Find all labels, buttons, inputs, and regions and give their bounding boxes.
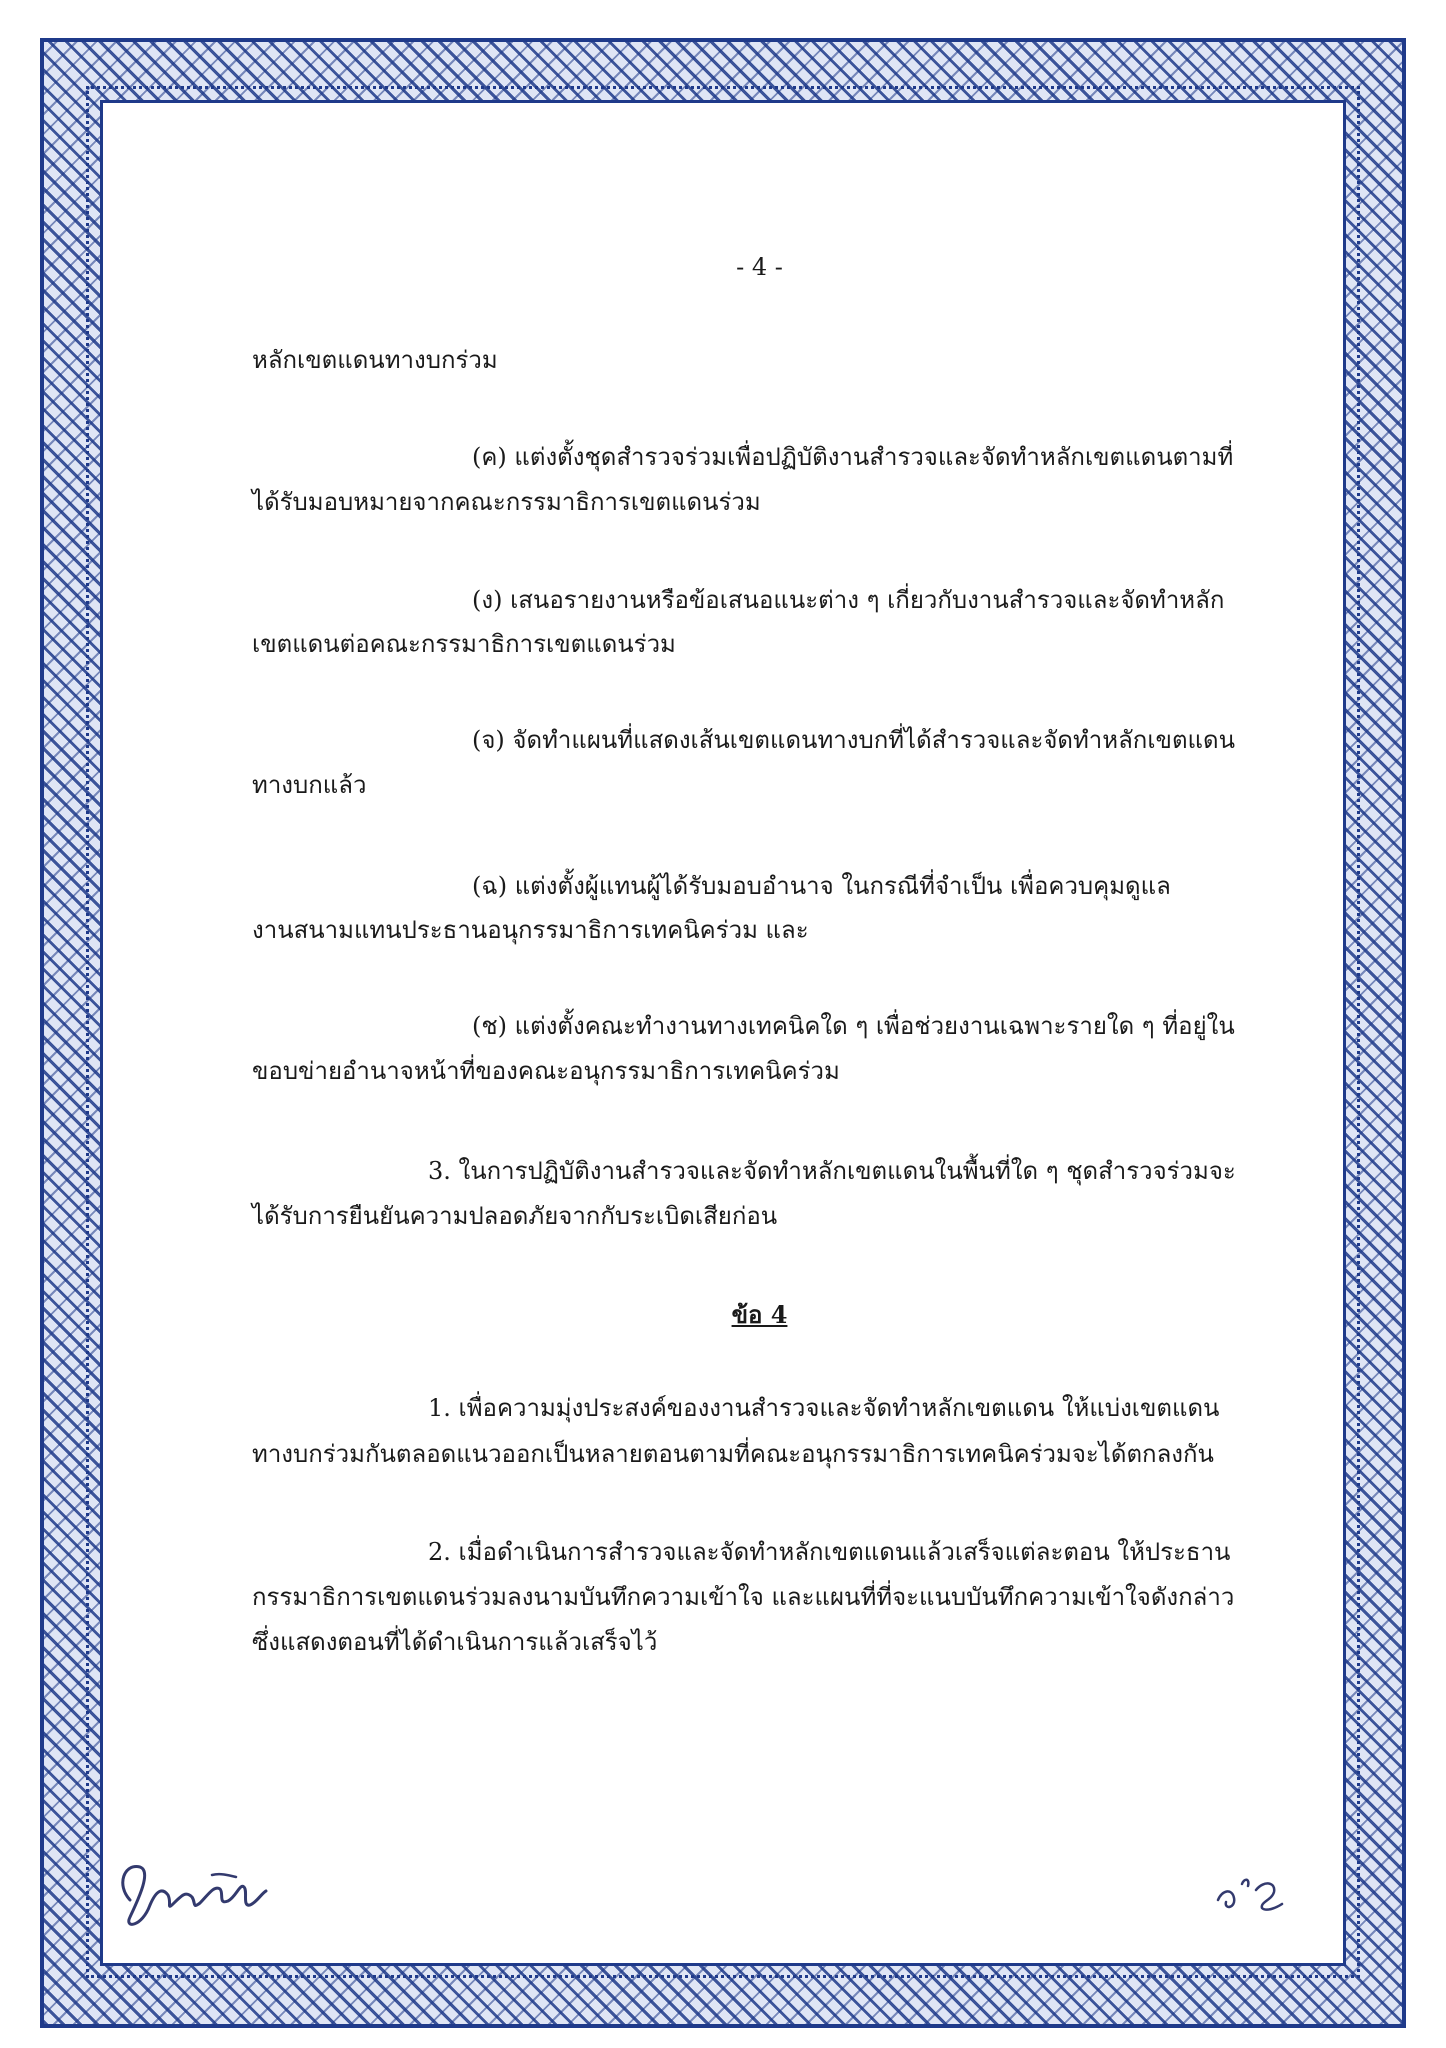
text-line: (จ) จัดทำแผนที่แสดงเส้นเขตแดนทางบกที่ได้สำรวจและจัดทำหลักเขตแดน [472, 726, 1235, 754]
text-line: (ง) เสนอรายงานหรือข้อเสนอแนะต่าง ๆ เกี่ยวกับงานสำรวจและจัดทำหลัก [472, 586, 1225, 614]
page-number: - 4 - [736, 253, 783, 281]
text-line: (ช) แต่งตั้งคณะทำงานทางเทคนิคใด ๆ เพื่อช่วยงานเฉพาะรายใด ๆ ที่อยู่ใน [472, 1012, 1235, 1040]
text-line: 1. เพื่อความมุ่งประสงค์ของงานสำรวจและจัดทำหลักเขตแดน ให้แบ่งเขตแดน [428, 1394, 1220, 1422]
text-line: ได้รับมอบหมายจากคณะกรรมาธิการเขตแดนร่วม [252, 488, 761, 516]
text-line: งานสนามแทนประธานอนุกรรมาธิการเทคนิคร่วม และ [252, 916, 809, 944]
text-line: ซึ่งแสดงตอนที่ได้ดำเนินการแล้วเสร็จไว้ [252, 1628, 658, 1656]
text-line: ทางบกร่วมกันตลอดแนวออกเป็นหลายตอนตามที่คณะอนุกรรมาธิการเทคนิคร่วมจะได้ตกลงกัน [252, 1440, 1214, 1468]
text-line: ทางบกแล้ว [252, 771, 367, 799]
text-line: (ค) แต่งตั้งชุดสำรวจร่วมเพื่อปฏิบัติงานสำรวจและจัดทำหลักเขตแดนตามที่ [472, 443, 1234, 471]
text-line: ได้รับการยืนยันความปลอดภัยจากกับระเบิดเสียก่อน [252, 1202, 778, 1230]
text-line: กรรมาธิการเขตแดนร่วมลงนามบันทึกความเข้าใจ และแผนที่ที่จะแนบบันทึกความเข้าใจดังกล่าว [252, 1583, 1235, 1611]
section-heading: ข้อ 4 [731, 1300, 788, 1329]
signature-left [112, 1845, 272, 1935]
text-line: ขอบข่ายอำนาจหน้าที่ของคณะอนุกรรมาธิการเทคนิคร่วม [252, 1057, 840, 1085]
initials-right [1212, 1860, 1292, 1920]
text-line: หลักเขตแดนทางบกร่วม [252, 346, 498, 374]
text-line: 3. ในการปฏิบัติงานสำรวจและจัดทำหลักเขตแดนในพื้นที่ใด ๆ ชุดสำรวจร่วมจะ [428, 1157, 1236, 1185]
text-line: (ฉ) แต่งตั้งผู้แทนผู้ได้รับมอบอำนาจ ในกรณีที่จำเป็น เพื่อควบคุมดูแล [472, 872, 1171, 900]
text-line: เขตแดนต่อคณะกรรมาธิการเขตแดนร่วม [252, 630, 676, 658]
text-line: 2. เมื่อดำเนินการสำรวจและจัดทำหลักเขตแดนแล้วเสร็จแต่ละตอน ให้ประธาน [428, 1538, 1231, 1566]
